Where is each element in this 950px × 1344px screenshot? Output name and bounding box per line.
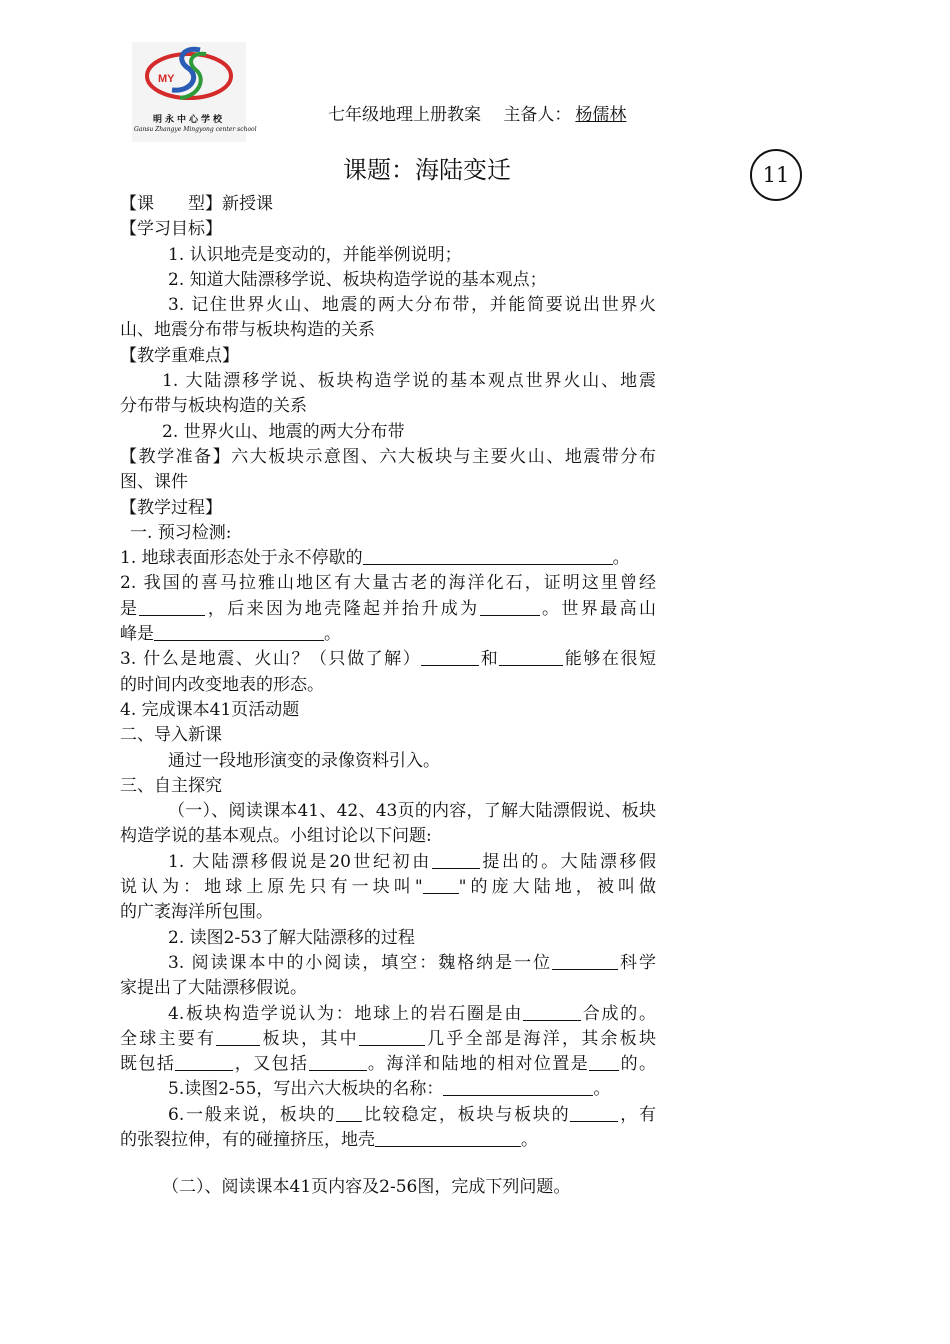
lesson-title: 课题：海陆变迁 [343,156,511,184]
text-line: 【教学过程】 [120,497,222,518]
fill-in-blank [359,1027,425,1046]
text-line: 1. 大陆漂移学说、板块构造学说的基本观点世界火山、地震 [162,371,656,392]
text-line: 5.读图2-55，写出六大板块的名称： 。 [168,1079,611,1100]
logo-school-en: Gansu Zhangye Mingyong center school [134,126,257,133]
fill-in-blank [523,1002,581,1021]
text-line: 二、导入新课 [120,725,222,746]
text-line: 2. 知道大陆漂移学说、板块构造学说的基本观点； [168,269,547,290]
text-line: 1. 地球表面形态处于永不停歇的 。 [120,548,630,569]
text-line: 1. 大陆漂移假说是20世纪初由 提出的。大陆漂移假 [168,851,656,872]
fill-in-blank [216,1027,260,1046]
lesson-content [120,192,656,1201]
text-line: 说认为：地球上原先只有一块叫" "的庞大陆地，被叫做 [120,877,656,898]
text-line: 家提出了大陆漂移假说。 [120,978,307,999]
school-logo [132,42,257,142]
text-line: 2. 我国的喜马拉雅山地区有大量古老的海洋化石，证明这里曾经 [120,573,656,594]
text-line: 4.板块构造学说认为：地球上的岩石圈是由 合成的。 [168,1003,656,1024]
text-line: 全球主要有 板块，其中 几乎全部是海洋，其余板块 [120,1028,657,1049]
logo-letters: MY [158,73,175,85]
text-line: 的广袤海洋所包围。 [120,902,273,923]
author-name: 杨儒林 [575,105,627,125]
fill-in-blank [421,647,479,666]
page-header [328,100,626,125]
text-line: 【教学重难点】 [120,345,239,366]
text-line: 3. 什么是地震、火山？（只做了解） 和 能够在很短 [120,649,657,670]
school-emblem-icon [142,46,236,108]
fill-in-blank [375,1128,521,1147]
fill-in-blank [480,597,540,616]
text-line: （一）、阅读课本41、42、43页的内容，了解大陆漂假说、板块 [168,801,656,822]
text-line: 2. 读图2-53了解大陆漂移的过程 [168,927,415,948]
fill-in-blank [154,622,324,641]
fill-in-blank [309,1052,367,1071]
text-line: 1. 认识地壳是变动的，并能举例说明； [168,244,462,265]
text-line: 三、自主探究 [120,775,222,796]
text-line: 的时间内改变地表的形态。 [120,674,324,695]
text-line: 3. 记住世界火山、地震的两大分布带，并能简要说出世界火 [168,295,656,316]
fill-in-blank [175,1052,233,1071]
spacer [120,1153,656,1175]
fill-in-blank [443,1077,593,1096]
text-line: （二）、阅读课本41页内容及2-56图，完成下列问题。 [162,1177,571,1198]
text-line: 的张裂拉伸，有的碰撞挤压，地壳 。 [120,1129,538,1150]
fill-in-blank [363,546,613,565]
text-line: 2. 世界火山、地震的两大分布带 [162,421,405,442]
author-label: 主备人： [503,105,572,125]
fill-in-blank [552,951,618,970]
fill-in-blank [423,875,459,894]
text-line: 通过一段地形演变的录像资料引入。 [168,750,440,771]
fill-in-blank [589,1052,619,1071]
lesson-number-badge: 11 [750,149,802,201]
course-label: 七年级地理上册教案 [328,105,481,125]
text-line: 【学习目标】 [120,219,222,240]
text-line: 既包括 ，又包括 。海洋和陆地的相对位置是 的。 [120,1054,657,1075]
text-line: 4. 完成课本41页活动题 [120,699,300,720]
text-line: 山、地震分布带与板块构造的关系 [120,320,375,341]
text-line: 是 ，后来因为地壳隆起并抬升成为 。世界最高山 [120,598,657,619]
logo-school-cn: 明永中心学校 [152,115,225,125]
fill-in-blank [139,597,205,616]
text-line: 峰是 。 [120,624,341,645]
fill-in-blank [336,1103,362,1122]
text-line: 分布带与板块构造的关系 [120,396,307,417]
fill-in-blank [432,850,480,869]
text-line: 构造学说的基本观点。小组讨论以下问题: [120,826,432,847]
text-line: 【课 型】新授课 [120,194,273,214]
text-line: 一. 预习检测: [130,522,232,543]
text-line: 3. 阅读课本中的小阅读，填空：魏格纳是一位 科学 [168,952,657,973]
text-line: 图、课件 [120,472,188,493]
fill-in-blank [570,1103,618,1122]
text-line: 6.一般来说，板块的 比较稳定，板块与板块的 ，有 [168,1104,656,1125]
fill-in-blank [499,647,563,666]
text-line: 【教学准备】六大板块示意图、六大板块与主要火山、地震带分布 [120,446,656,467]
